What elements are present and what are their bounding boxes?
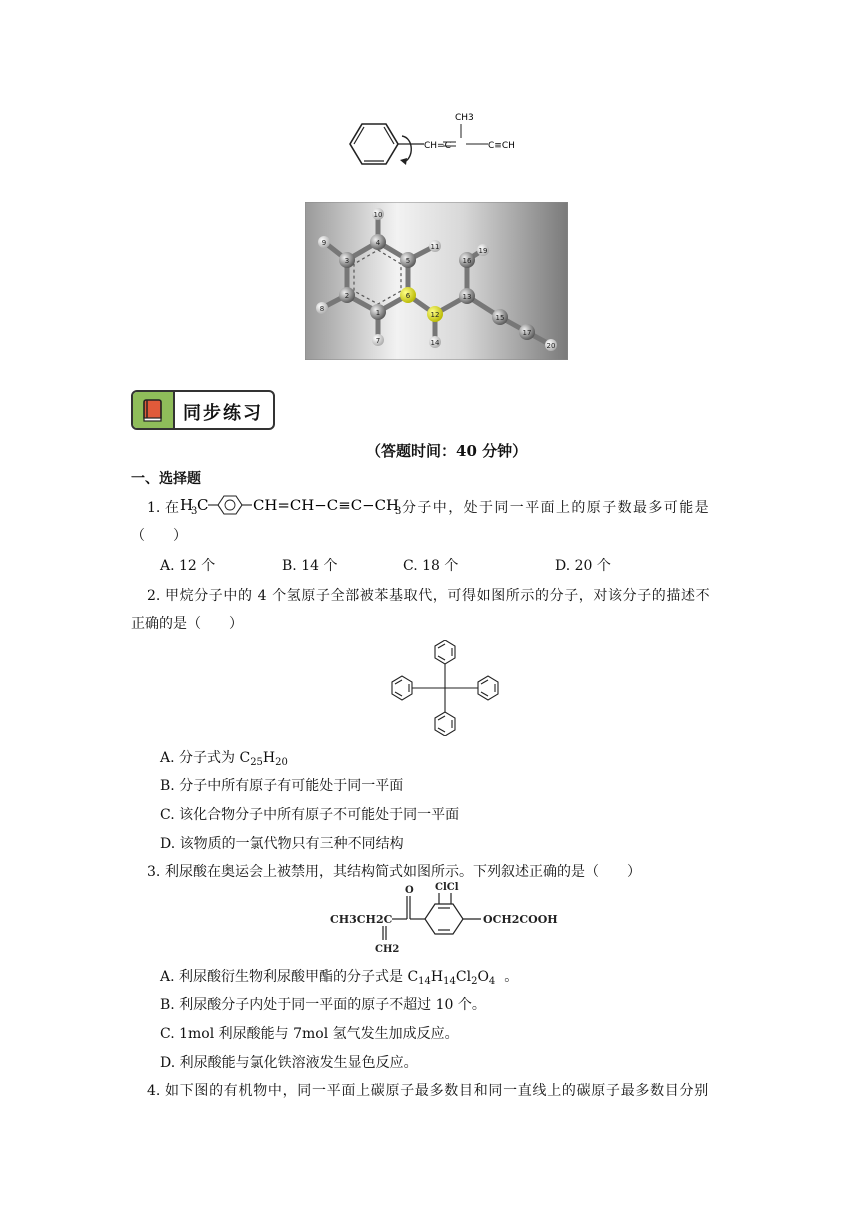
atom-label: 11 <box>430 243 440 251</box>
q1-option-c[interactable]: C. 18 个 <box>403 558 459 574</box>
sub: 14 <box>443 976 456 987</box>
atom-label: 8 <box>319 305 325 313</box>
chain-text: CH=C <box>424 141 451 151</box>
svg-text:H: H <box>180 496 194 514</box>
molecule-3d-model <box>305 202 568 360</box>
q3-option-a[interactable] <box>160 967 518 992</box>
ethacrynic-acid-structure <box>325 880 565 956</box>
atom-label: 17 <box>522 329 532 337</box>
tetraphenylmethane-structure <box>388 640 503 736</box>
q3-option-d[interactable]: D. 利尿酸能与氯化铁溶液发生显色反应。 <box>160 1055 418 1071</box>
q1-formula-structure <box>180 492 402 520</box>
svg-text:CH=CH−C≡C−CH: CH=CH−C≡C−CH <box>253 498 399 514</box>
q4-number: 4. <box>147 1083 161 1099</box>
atom-label: 7 <box>375 337 381 345</box>
q2-option-a-sub1: 25 <box>250 757 263 768</box>
eth-o: O <box>405 885 414 896</box>
q1-number: 1. <box>147 500 161 516</box>
q2-number: 2. <box>147 588 161 604</box>
q2-option-c[interactable]: C. 该化合物分子中所有原子不可能处于同一平面 <box>160 807 460 823</box>
section-badge-label: 同步练习 <box>183 403 263 424</box>
q1-stem-suffix: 分子中，处于同一平面上的原子数最多可能是 <box>402 500 710 516</box>
atom-label: 3 <box>344 257 350 265</box>
atom-label: 6 <box>405 292 411 300</box>
eth-right: OCH2COOH <box>483 913 558 926</box>
atom-label: 13 <box>462 293 472 301</box>
q3-stem: 利尿酸在奥运会上被禁用，其结构简式如图所示。下列叙述正确的是（ ） <box>165 864 641 880</box>
q1-option-b[interactable]: B. 14 个 <box>282 558 338 574</box>
time-note: （答题时间：40 分钟） <box>366 442 528 460</box>
q3-number: 3. <box>147 864 161 880</box>
q1-paren: （ ） <box>131 528 187 544</box>
svg-text:3: 3 <box>395 506 402 517</box>
atom-label: 12 <box>430 311 440 319</box>
atom-label: 9 <box>321 239 327 247</box>
elem: H <box>430 969 444 985</box>
q2-option-d[interactable]: D. 该物质的一氯代物只有三种不同结构 <box>160 836 404 852</box>
section-badge <box>131 390 275 430</box>
elem: O <box>477 969 489 985</box>
atom-label: 1 <box>375 309 381 317</box>
atom-label: 16 <box>462 257 472 265</box>
atom-label: 10 <box>373 211 383 219</box>
eth-left: CH3CH2C <box>330 913 393 926</box>
q4-stem: 如下图的有机物中，同一平面上碳原子最多数目和同一直线上的碳原子最多数目分别 <box>165 1083 709 1099</box>
svg-text:3: 3 <box>191 506 198 517</box>
svg-text:C: C <box>197 496 209 514</box>
atom-label: 20 <box>546 342 556 350</box>
alkyne-text: C≡CH <box>488 141 515 151</box>
section-title: 一、选择题 <box>131 471 201 487</box>
atom-label: 4 <box>375 239 381 247</box>
q2-option-a-sub2: 20 <box>275 757 288 768</box>
q2-option-a-mid: H <box>262 750 276 766</box>
q3-option-c[interactable]: C. 1mol 利尿酸能与 7mol 氢气发生加成反应。 <box>160 1026 459 1042</box>
sub: 14 <box>418 976 431 987</box>
q2-option-a[interactable] <box>160 748 288 773</box>
q2-option-a-pre: A. 分子式为 C <box>160 750 251 766</box>
atom-label: 14 <box>430 339 440 347</box>
q3-option-a-pre: A. 利尿酸衍生物利尿酸甲酯的分子式是 C <box>160 969 419 985</box>
atom-label: 19 <box>478 247 488 255</box>
elem: Cl <box>455 969 472 985</box>
top-structure-diagram <box>340 108 540 178</box>
eth-cl: ClCl <box>435 882 459 893</box>
eth-ch2: CH2 <box>375 944 400 955</box>
sub: 2 <box>471 976 478 987</box>
q1-option-d[interactable]: D. 20 个 <box>555 558 611 574</box>
atom-label: 15 <box>495 314 505 322</box>
atom-label: 2 <box>344 292 350 300</box>
q2-option-b[interactable]: B. 分子中所有原子有可能处于同一平面 <box>160 778 404 794</box>
methyl-text: CH3 <box>455 113 474 123</box>
sub: 4 <box>488 976 496 987</box>
q2-stem-line1: 甲烷分子中的 4 个氢原子全部被苯基取代，可得如图所示的分子，对该分子的描述不 <box>165 588 711 604</box>
q3-option-a-post: 。 <box>495 969 519 985</box>
q1-option-a[interactable]: A. 12 个 <box>160 558 216 574</box>
book-icon <box>133 392 175 428</box>
q2-stem-line2: 正确的是（ ） <box>131 616 243 632</box>
q3-option-b[interactable]: B. 利尿酸分子内处于同一平面的原子不超过 10 个。 <box>160 997 486 1013</box>
atom-label: 5 <box>405 257 411 265</box>
q1-prefix: 在 <box>165 500 179 516</box>
